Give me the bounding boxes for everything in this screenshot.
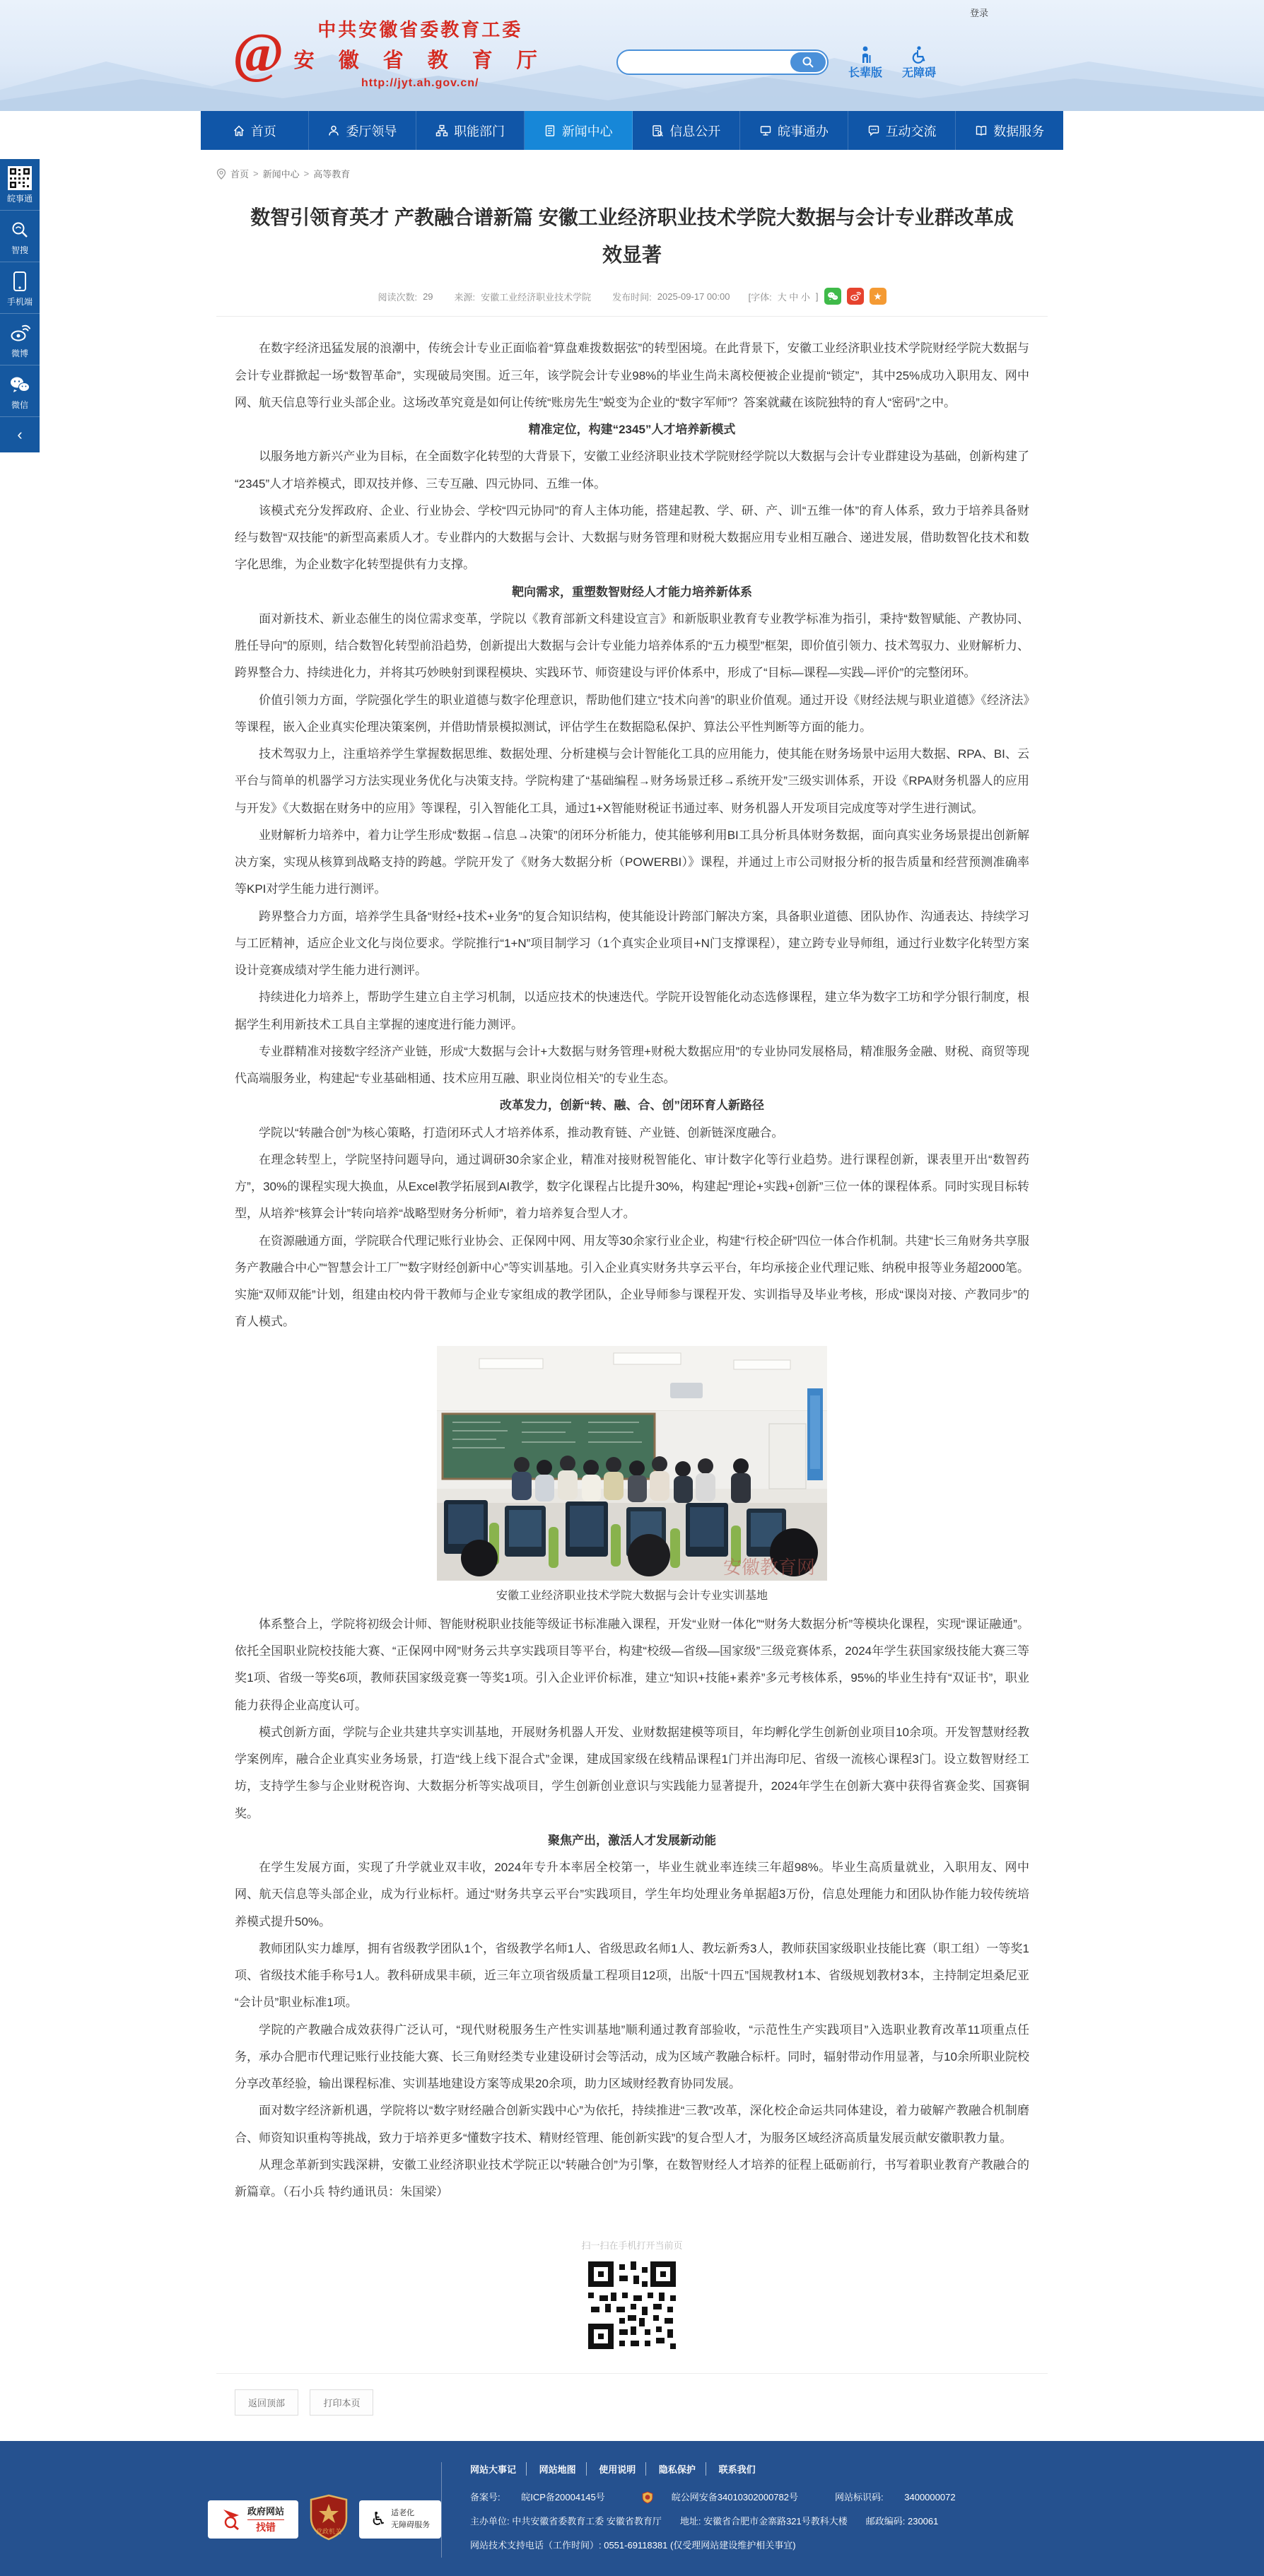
nav-label: 首页 — [250, 124, 276, 139]
source-label: 来源: — [454, 291, 476, 303]
sidebar-label: 微博 — [11, 349, 28, 358]
gov-site-find-error-badge[interactable] — [208, 2500, 298, 2539]
page-qr-code — [585, 2259, 679, 2352]
data-book-icon — [975, 124, 988, 137]
breadcrumb — [208, 150, 1056, 187]
party-shield-icon — [308, 2494, 349, 2541]
photo-caption: 安徽工业经济职业技术学院大数据与会计专业实训基地 — [496, 1589, 768, 1602]
nav-item-news-center[interactable] — [525, 111, 633, 150]
aging-accessibility-badge[interactable] — [359, 2500, 441, 2539]
nav-item-services[interactable] — [740, 111, 848, 150]
paragraph: 在资源融通方面，学院联合代理记账行业协会、正保网中网、用友等30余家行业企业，构建“行校企研”四位一体合作机制。共建“长三角财务共享服务产教融合中心”“智慧会计工厂”“数字财经创新中心”等实训基地。引入企业真实财务共享云平台，年均承接企业代理记账、纳税申报等业务超2000笔。实施“双师双能”计划，组建由校内骨干教师与企业专家组成的教学团队，企业导师参与课程开发、实训指导及毕业考核，形成“课岗对接、产教同步”的育人模式。 — [235, 1234, 1029, 1329]
police-record-value[interactable]: 皖公网安备34010302000782号 — [671, 2492, 798, 2503]
favorite-star-icon[interactable]: ★ — [870, 288, 886, 305]
paragraph: 跨界整合力方面，培养学生具备“财经+技术+业务”的复合知识结构，使其能设计跨部门解决方案，具备职业道德、团队协作、沟通表达、持续学习与工匠精神，适应企业文化与岗位要求。学院推行“1+N”项目制学习（1个真实企业项目+N门支撑课程），建立跨专业导师组，通过行业数字化转型方案设计竞赛成绩对学生能力进行测评。 — [235, 909, 1029, 978]
views-label: 阅读次数: — [378, 291, 418, 303]
home-icon — [233, 124, 245, 137]
news-icon — [544, 124, 556, 137]
weibo-icon — [0, 321, 40, 345]
nav-label: 皖事通办 — [777, 124, 829, 139]
site-footer — [0, 2441, 1264, 2575]
logo-at-mark-icon: @ — [233, 21, 284, 83]
footer-link-privacy[interactable]: 隐私保护 — [649, 2462, 706, 2476]
main-content — [208, 150, 1056, 2438]
icp-label: 备案号: — [470, 2492, 501, 2503]
weibo-share-icon[interactable] — [847, 288, 864, 305]
publish-time-label: 发布时间: — [612, 291, 652, 303]
site-code-label: 网站标识码: — [835, 2492, 884, 2503]
search-input[interactable] — [628, 51, 783, 74]
page-qr-section — [208, 2238, 1056, 2352]
wheelchair-icon: ♿ — [370, 2508, 387, 2529]
nav-label: 新闻中心 — [561, 124, 613, 139]
elder-version-label: 长辈版 — [848, 67, 882, 79]
location-pin-icon — [216, 168, 226, 180]
computer-service-icon — [759, 124, 772, 137]
article-title: 数智引领育英才 产教融合谱新篇 安徽工业经济职业技术学院大数据与会计专业群改革成效显著 — [250, 206, 1014, 267]
site-banner — [0, 0, 1264, 111]
nav-label: 数据服务 — [993, 124, 1045, 139]
paragraph: 以服务地方新兴产业为目标，在全面数字化转型的大背景下，安徽工业经济职业技术学院财经学院以大数据与会计专业群建设为基础，创新构建了“2345”人才培养模式，即双技并修、三专互融、四元协同、五维一体。 — [235, 450, 1029, 491]
paragraph: 面对数字经济新机遇，学院将以“数字财经融合创新实践中心”为依托，持续推进“三教”改革，深化校企命运共同体建设，着力破解产教融合机制磨合、师资知识重构等挑战，致力于培养更多“懂数字技术、精财经管理、能创新实践”的复合型人才，为服务区域经济高质量发展贡献安徽职教力量。 — [235, 2104, 1029, 2145]
nav-item-departments[interactable] — [416, 111, 525, 150]
paragraph: 学院的产教融合成效获得广泛认可，“现代财税服务生产性实训基地”顺利通过教育部验收，“示范性生产实践项目”入选职业教育改革11项重点任务，承办合肥市代理记账行业技能大赛、长三角财经类专业建设研讨会等活动，成为区域产教融合标杆。同时，辐射带动作用显著，与10余所职业院校分享改革经验，输出课程标准、实训基地建设方案等成果20余项，助力区域财经教育协同发展。 — [235, 2022, 1029, 2091]
nav-item-info-disclosure[interactable] — [633, 111, 741, 150]
postcode-line: 邮政编码: 230061 — [865, 2516, 939, 2527]
section-heading: 靶向需求，重塑数智财经人才能力培养新体系 — [512, 585, 752, 599]
breadcrumb-home[interactable]: 首页 — [230, 169, 250, 180]
section-heading: 精准定位，构建“2345”人才培养新模式 — [528, 423, 736, 437]
paragraph: 在数字经济迅猛发展的浪潮中，传统会计专业正面临着“算盘难拨数据弦”的转型困境。在此背景下，安徽工业经济职业技术学院财经学院大数据与会计专业群掀起一场“数智革命”，实现破局突围。近三年，该学院会计专业98%的毕业生尚未离校便被企业提前“锁定”，其中25%成功入职用友、网中网、航天信息等行业头部企业。这场改革究竟是如何让传统“账房先生”蜕变为企业的“数字军师”？答案就藏在该院独特的育人“密码”之中。 — [235, 341, 1029, 409]
sidebar-item-wanshitong[interactable] — [0, 159, 40, 211]
main-nav — [201, 111, 1063, 150]
paragraph: 学院以“转融合创”为核心策略，打造闭环式人才培养体系，推动教育链、产业链、创新链深度融合。 — [259, 1125, 784, 1140]
elder-version-button[interactable] — [848, 44, 882, 80]
org-name-line2: 安 徽 省 教 育 厅 — [293, 49, 546, 72]
smart-search-icon — [0, 218, 40, 242]
nav-label: 互动交流 — [885, 124, 937, 139]
font-size-options[interactable]: 大 中 小 — [777, 291, 810, 303]
footer-link-contact[interactable]: 联系我们 — [718, 2464, 756, 2476]
aging-badge-line2: 无障碍服务 — [391, 2520, 431, 2529]
org-name-line1: 中共安徽省委教育工委 — [317, 19, 523, 40]
paragraph: 教师团队实力雄厚，拥有省级教学团队1个，省级教学名师1人、省级思政名师1人、教坛新秀3人，教师获国家级职业技能比赛（职工组）一等奖1项、省级技术能手称号1人。教科研成果丰硕，近三年立项省级质量工程项目12项，出版“十四五”国规教材1本、省级规划教材3本，主持制定坦桑尼亚“会计员”职业标准1项。 — [235, 1941, 1029, 2010]
breadcrumb-higher-education[interactable]: 高等教育 — [313, 169, 351, 180]
sidebar-item-mobile[interactable] — [0, 262, 40, 314]
section-heading: 改革发力，创新“转、融、合、创”闭环育人新路径 — [500, 1099, 764, 1113]
breadcrumb-separator: > — [253, 168, 259, 179]
toolbar-collapse-arrow[interactable]: ‹ — [17, 426, 23, 443]
wechat-icon — [0, 373, 40, 397]
paragraph: 专业群精准对接数字经济产业链，形成“大数据与会计+大数据与财务管理+财税大数据应用”的专业协同发展格局，精准服务金融、财税、商贸等现代高端服务业，构建起“专业基础相通、技术应用互融、职业岗位相关”的专业生态。 — [235, 1044, 1029, 1086]
article-meta — [208, 278, 1056, 316]
info-disclosure-icon — [651, 124, 664, 137]
sidebar-label: 皖事通 — [6, 194, 33, 204]
police-badge-icon — [642, 2491, 653, 2504]
party-gov-badge[interactable] — [308, 2494, 349, 2544]
paragraph: 从理念革新到实践深耕，安徽工业经济职业技术学院正以“转融合创”为引擎，在数智财经人才培养的征程上砥砺前行，书写着职业教育产教融合的新篇章。（石小兵 特约通讯员：朱国梁） — [235, 2158, 1029, 2199]
back-to-top-button[interactable]: 返回顶部 — [235, 2389, 298, 2416]
nav-item-interaction[interactable] — [848, 111, 956, 150]
org-chart-icon — [435, 124, 448, 137]
footer-link-sitemap[interactable]: 网站地图 — [529, 2462, 587, 2476]
article-photo — [235, 1346, 1029, 1581]
paragraph: 面对新技术、新业态催生的岗位需求变革，学院以《教育部新文科建设宣言》和新版职业教育专业教学标准为指引，秉持“数智赋能、产教协同、胜任导向”的原则，结合数智化转型前沿趋势，创新提出大数据与会计专业能力培养体系的“五力模型”框架，即价值引领力、技术驾驭力、业财解析力、跨界整合力、持续进化力，并将其巧妙映射到课程模块、实践环节、师资建设与评价体系中，形成了“目标—课程—实践—评价”的完整闭环。 — [235, 611, 1029, 680]
print-page-button[interactable]: 打印本页 — [310, 2389, 373, 2416]
font-size-open: [字体: — [748, 291, 772, 303]
sidebar-item-wechat[interactable] — [0, 365, 40, 417]
section-heading: 聚焦产出，激活人才发展新动能 — [548, 1833, 716, 1847]
party-badge-label: 党政机关 — [315, 2528, 341, 2535]
login-link[interactable]: 登录 — [969, 8, 988, 18]
sidebar-label: 智搜 — [11, 245, 28, 255]
tech-support-line: 网站技术支持电话（工作时间）: 0551-69118381 (仅受理网站建设维护相关事宜) — [470, 2539, 796, 2551]
address-line: 地址: 安徽省合肥市金寨路321号教科大楼 — [679, 2516, 848, 2527]
publish-time-value: 2025-09-17 00:00 — [657, 291, 730, 302]
nav-item-home[interactable] — [201, 111, 309, 150]
footer-links — [470, 2462, 1056, 2476]
accessibility-button[interactable] — [902, 44, 936, 80]
sidebar-item-weibo[interactable] — [0, 314, 40, 365]
font-size-close: ] — [815, 291, 819, 302]
paragraph: 业财解析力培养中，着力让学生形成“数据→信息→决策”的闭环分析能力，使其能够利用BI工具分析具体财务数据，面向真实业务场景提出创新解决方案，实现从核算到战略支持的跨越。学院开发了《财务大数据分析（POWERBI）》课程，并通过上市公司财报分析的报告质量和经营预测准确率等KPI对学生能力进行测评。 — [235, 828, 1029, 896]
paragraph: 持续进化力培养上，帮助学生建立自主学习机制，以适应技术的快速迭代。学院开设智能化动态选修课程，建立华为数字工坊和学分银行制度，根据学生利用新技术工具自主掌握的速度进行能力测评。 — [235, 990, 1029, 1031]
nav-item-data-service[interactable] — [956, 111, 1063, 150]
mobile-icon — [0, 269, 40, 293]
classroom-photo-illustration — [437, 1346, 827, 1581]
site-code-value: 3400000072 — [904, 2492, 956, 2503]
paragraph: 价值引领力方面，学院强化学生的职业道德与数字伦理意识，帮助他们建立“技术向善”的职业价值观。通过开设《财经法规与职业道德》《经济法》等课程，嵌入企业真实伦理决策案例，并借助情景模拟测试，评估学生在数据隐私保护、算法公平性判断等方面的能力。 — [235, 693, 1029, 734]
views-value: 29 — [423, 291, 433, 302]
breadcrumb-news-center[interactable]: 新闻中心 — [262, 169, 300, 180]
nav-item-leaders[interactable] — [309, 111, 417, 150]
floating-toolbar — [0, 159, 40, 452]
paragraph: 在理念转型上，学院坚持问题导向，通过调研30余家企业，精准对接财税智能化、审计数字化等行业趋势。进行课程创新，课表里开出“数智药方”，30%的课程实现大换血，从Excel教学拓展到AI教学，数字化课程占比提升30%，构建起“理论+实践+创新”三位一体的课程体系。同时实现目标转型，从培养“核算会计”转向培养“战略型财务分析师”，着力培养复合型人才。 — [235, 1152, 1029, 1221]
wheelchair-icon — [902, 44, 936, 64]
paragraph: 体系整合上，学院将初级会计师、智能财税职业技能等级证书标准融入课程，开发“业财一体化”“财务大数据分析”等模块化课程，实现“课证融通”。依托全国职业院校技能大赛、“正保网中网”财务云共享实践项目等平台，构建“校级—省级—国家级”三级竞赛体系，2024年学生获国家级技能大赛三等奖1项、省级一等奖6项，教师获国家级竞赛一等奖1项。引入企业评价标准，建立“知识+技能+素养”多元考核体系，95%的毕业生持有“双证书”，职业能力获得企业高度认可。 — [235, 1617, 1029, 1712]
qr-code-icon — [0, 166, 40, 190]
search-button[interactable] — [790, 52, 826, 72]
breadcrumb-separator: > — [303, 168, 310, 179]
article-body — [208, 317, 1056, 2206]
footer-link-site-events[interactable]: 网站大事记 — [470, 2462, 527, 2476]
search-icon — [802, 56, 814, 69]
nav-label: 委厅领导 — [346, 124, 397, 139]
search-box[interactable] — [616, 49, 829, 75]
aging-badge-line1: 适老化 — [391, 2509, 415, 2517]
paragraph: 模式创新方面，学院与企业共建共享实训基地，开展财务机器人开发、业财数据建模等项目，年均孵化学生创新创业项目10余项。开发智慧财经教学案例库，融合企业真实业务场景，打造“线上线下混合式”金课，建成国家级在线精品课程1门并出海印尼、省级一流核心课程3门。设立数智财经工坊，支持学生参与企业财税咨询、大数据分析等实战项目，学生创新创业意识与实践能力显著提升，2024年学生在创新大赛中获得省赛金奖、国赛铜奖。 — [235, 1725, 1030, 1820]
source-value: 安徽工业经济职业技术学院 — [481, 291, 592, 303]
qr-tip-text: 扫一扫在手机打开当前页 — [581, 2240, 683, 2252]
photo-watermark: 安徽教育网 — [722, 1556, 816, 1578]
find-error-label-line1: 政府网站 — [247, 2506, 284, 2517]
wechat-share-icon[interactable] — [824, 288, 841, 305]
site-logo[interactable] — [233, 16, 546, 90]
accessibility-label: 无障碍 — [901, 67, 936, 79]
sidebar-item-smart-search[interactable] — [0, 211, 40, 262]
site-url: http://jyt.ah.gov.cn/ — [361, 77, 479, 89]
host-unit-line: 主办单位: 中共安徽省委教育工委 安徽省教育厅 — [470, 2516, 662, 2527]
find-error-magnifier-icon — [222, 2508, 243, 2531]
paragraph: 该模式充分发挥政府、企业、行业协会、学校“四元协同”的育人主体功能，搭建起教、学、研、产、训“五维一体”的育人体系，致力于培养具备财经与数智“双技能”的新型高素质人才。专业群内的大数据与会计、大数据与财务管理和财税大数据应用专业相互融合、递进发展，借助数智化技术和数字化思维，为企业数字化转型提供有力支撑。 — [235, 503, 1029, 572]
paragraph: 技术驾驭力上，注重培养学生掌握数据思维、数据处理、分析建模与会计智能化工具的应用能力，使其能在财务场景中运用大数据、RPA、BI、云平台与简单的机器学习方法实现业务优化与决策支持。学院构建了“基础编程→财务场景迁移→系统开发”三级实训体系，开设《RPA财务机器人的应用与开发》《大数据在财务中的应用》等课程，引入智能化工具，通过1+X智能财税证书通过率、财务机器人开发项目完成度等对学生进行测试。 — [235, 747, 1029, 815]
chat-icon — [867, 124, 880, 137]
icp-value[interactable]: 皖ICP备20004145号 — [521, 2492, 605, 2503]
nav-label: 职能部门 — [454, 124, 505, 139]
nav-label: 信息公开 — [669, 124, 721, 139]
find-error-label-line2: 找错 — [247, 2519, 284, 2534]
elder-person-icon — [848, 44, 882, 64]
leader-icon — [327, 124, 340, 137]
sidebar-label: 微信 — [11, 400, 28, 410]
footer-link-usage[interactable]: 使用说明 — [589, 2462, 646, 2476]
sidebar-label: 手机端 — [6, 297, 33, 307]
paragraph: 在学生发展方面，实现了升学就业双丰收，2024年专升本率居全校第一，毕业生就业率连续三年超98%。毕业生高质量就业，入职用友、网中网、航天信息等头部企业，成为行业标杆。通过“财务共享云平台”实践项目，学生年均处理业务单据超3万份，信息处理能力和团队协作能力较传统培养模式提升50%。 — [235, 1861, 1029, 1928]
